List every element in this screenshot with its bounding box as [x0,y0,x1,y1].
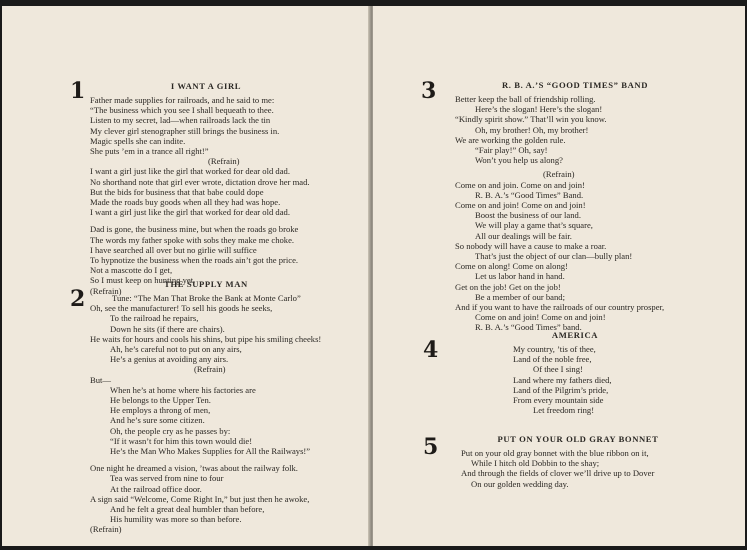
song-line: To hypnotize the business when the roads ain’t got the price. [90,255,299,266]
song-america [455,330,695,415]
song-line: We will play a game that’s square, [475,220,593,231]
song-line: No shorthand note that girl ever wrote, dictation drove her mad. [90,176,310,187]
song-number: 2 [70,286,86,312]
song-line: Not a mascotte do I get, [90,265,173,276]
song-line: Oh, my brother! Oh, my brother! [475,124,589,135]
song-line: Be a member of our band; [475,291,565,302]
song-line: To the railroad he repairs, [110,313,199,324]
song-line: “The business which you see I shall bequeath to thee. [90,105,274,116]
song-line: Tea was served from nine to four [110,473,224,484]
left-page [2,6,370,546]
song-line: Of thee I sing! [533,364,583,375]
song-line: Let freedom ring! [533,405,595,416]
song-number: 1 [70,78,86,104]
song-put-on-your-old-gray-bonnet [461,434,736,489]
song-line: Get on the job! Get on the job! [455,281,561,292]
song-line: I want a girl just like the girl that worked for dear old dad. [90,207,290,218]
stanza-gap [90,456,360,463]
song-line: She puts ’em in a trance all right!” [90,146,209,157]
song-refrain-label: (Refrain) [543,169,575,180]
song-line: So I must keep on hunting yet. [90,275,196,286]
song-line: On our golden wedding day. [471,478,569,489]
song-line: Put on your old gray bonnet with the blue ribbon on it, [461,448,649,458]
song-line: Come on and join! Come on and join! [475,312,606,323]
song-line: Dad is gone, the business mine, but when the roads go broke [90,224,299,235]
song-line: “If it wasn’t for him this town would die! [110,435,253,446]
song-line: He employs a throng of men, [110,405,211,416]
song-title: I WANT A GIRL [170,81,242,91]
song-line: And through the fields of clover we’ll drive up to Dover [461,468,655,479]
song-line: Come on and join! Come on and join! [455,200,586,211]
song-line: Let us labor hand in hand. [475,271,565,282]
song-rba-good-times-band [455,80,740,333]
song-refrain-label: (Refrain) [90,524,122,535]
song-line: R. B. A.’s “Good Times” Band. [475,189,584,200]
stanza-gap [90,217,360,224]
song-line: But the bids for business that that babe could dope [90,186,264,197]
song-title: PUT ON YOUR OLD GRAY BONNET [497,434,659,444]
song-line: Down he sits (if there are chairs). [110,323,225,334]
song-line: I have searched all over but no girlie will suffice [90,244,257,255]
song-i-want-a-girl [90,81,360,296]
song-line: A sign said “Welcome, Come Right In,” but just then he awoke, [90,493,310,504]
song-line: He’s a genius at avoiding any airs. [110,354,229,365]
song-refrain-label: (Refrain) [208,156,240,167]
song-line: Boost the business of our land. [475,210,581,221]
song-line: Come on along! Come on along! [455,261,568,272]
song-line: At the railroad office door. [110,483,202,494]
right-page [373,6,745,546]
song-line: Magic spells she can indite. [90,135,186,146]
song-refrain-label: (Refrain) [90,285,122,296]
song-line: While I hitch old Dobbin to the shay; [471,458,600,469]
song-line: When he’s at home where his factories are [110,384,256,395]
song-line: Made the roads buy goods when all they had was hope. [90,197,281,208]
song-line: From every mountain side [513,395,604,406]
song-line: Land of the Pilgrim’s pride, [513,384,609,395]
song-title: THE SUPPLY MAN [164,279,248,289]
song-line: We are working the golden rule. [455,134,566,145]
song-line: His humility was more so than before. [110,514,242,525]
song-line: Land of the noble free, [513,354,592,365]
song-the-supply-man [90,279,360,535]
song-line: Ah, he’s careful not to put on any airs, [110,344,242,355]
song-line: My clever girl stenographer still brings the business in. [90,125,280,136]
song-tune-line: Tune: “The Man That Broke the Bank at Monte Carlo” [112,293,301,303]
song-line: One night he dreamed a vision, ’twas about the railway folk. [90,463,298,474]
song-line: Father made supplies for railroads, and he said to me: [90,95,275,105]
song-line: Won’t you help us along? [475,155,563,166]
song-line: But— [90,374,112,385]
song-number: 5 [423,434,439,460]
song-line: Come on and join. Come on and join! [455,179,585,190]
song-line: My country, ’tis of thee, [513,344,596,354]
song-line: So nobody will have a cause to make a roar. [455,240,607,251]
song-line: Listen to my secret, lad—when railroads lack the tin [90,115,271,126]
song-line: “Kindly spirit show.” That’ll win you know. [455,114,607,125]
song-line: That’s just the object of our clan—bully plan! [475,251,633,262]
song-line: Better keep the ball of friendship rolling. [455,94,596,104]
song-line: Oh, see the manufacturer! To sell his goods he seeks, [90,303,273,314]
song-number: 4 [423,337,439,363]
song-line: Oh, the people cry as he passes by: [110,425,231,436]
song-line: And he’s sure some citizen. [110,415,205,426]
song-line: And he felt a great deal humbler than before, [110,504,265,515]
song-number: 3 [421,78,437,104]
song-line: He belongs to the Upper Ten. [110,395,211,406]
song-title: R. B. A.’S “GOOD TIMES” BAND [501,80,649,90]
song-line: “Fair play!” Oh, say! [475,145,548,156]
song-line: Here’s the slogan! Here’s the slogan! [475,104,603,115]
song-line: He waits for hours and cools his shins, but pipe his smiling cheeks! [90,333,322,344]
song-line: All our dealings will be fair. [475,230,572,241]
song-line: He’s the Man Who Makes Supplies for All the Railways!” [110,446,311,457]
song-line: I want a girl just like the girl that worked for dear old dad. [90,166,290,177]
song-title: AMERICA [551,330,599,340]
song-line: Land where my fathers died, [513,374,612,385]
song-line: And if you want to have the railroads of our country prosper, [455,302,665,313]
song-line: The words my father spoke with sobs they make me choke. [90,234,295,245]
song-line: R. B. A.’s “Good Times” band. [475,322,582,333]
song-refrain-label: (Refrain) [194,364,226,375]
